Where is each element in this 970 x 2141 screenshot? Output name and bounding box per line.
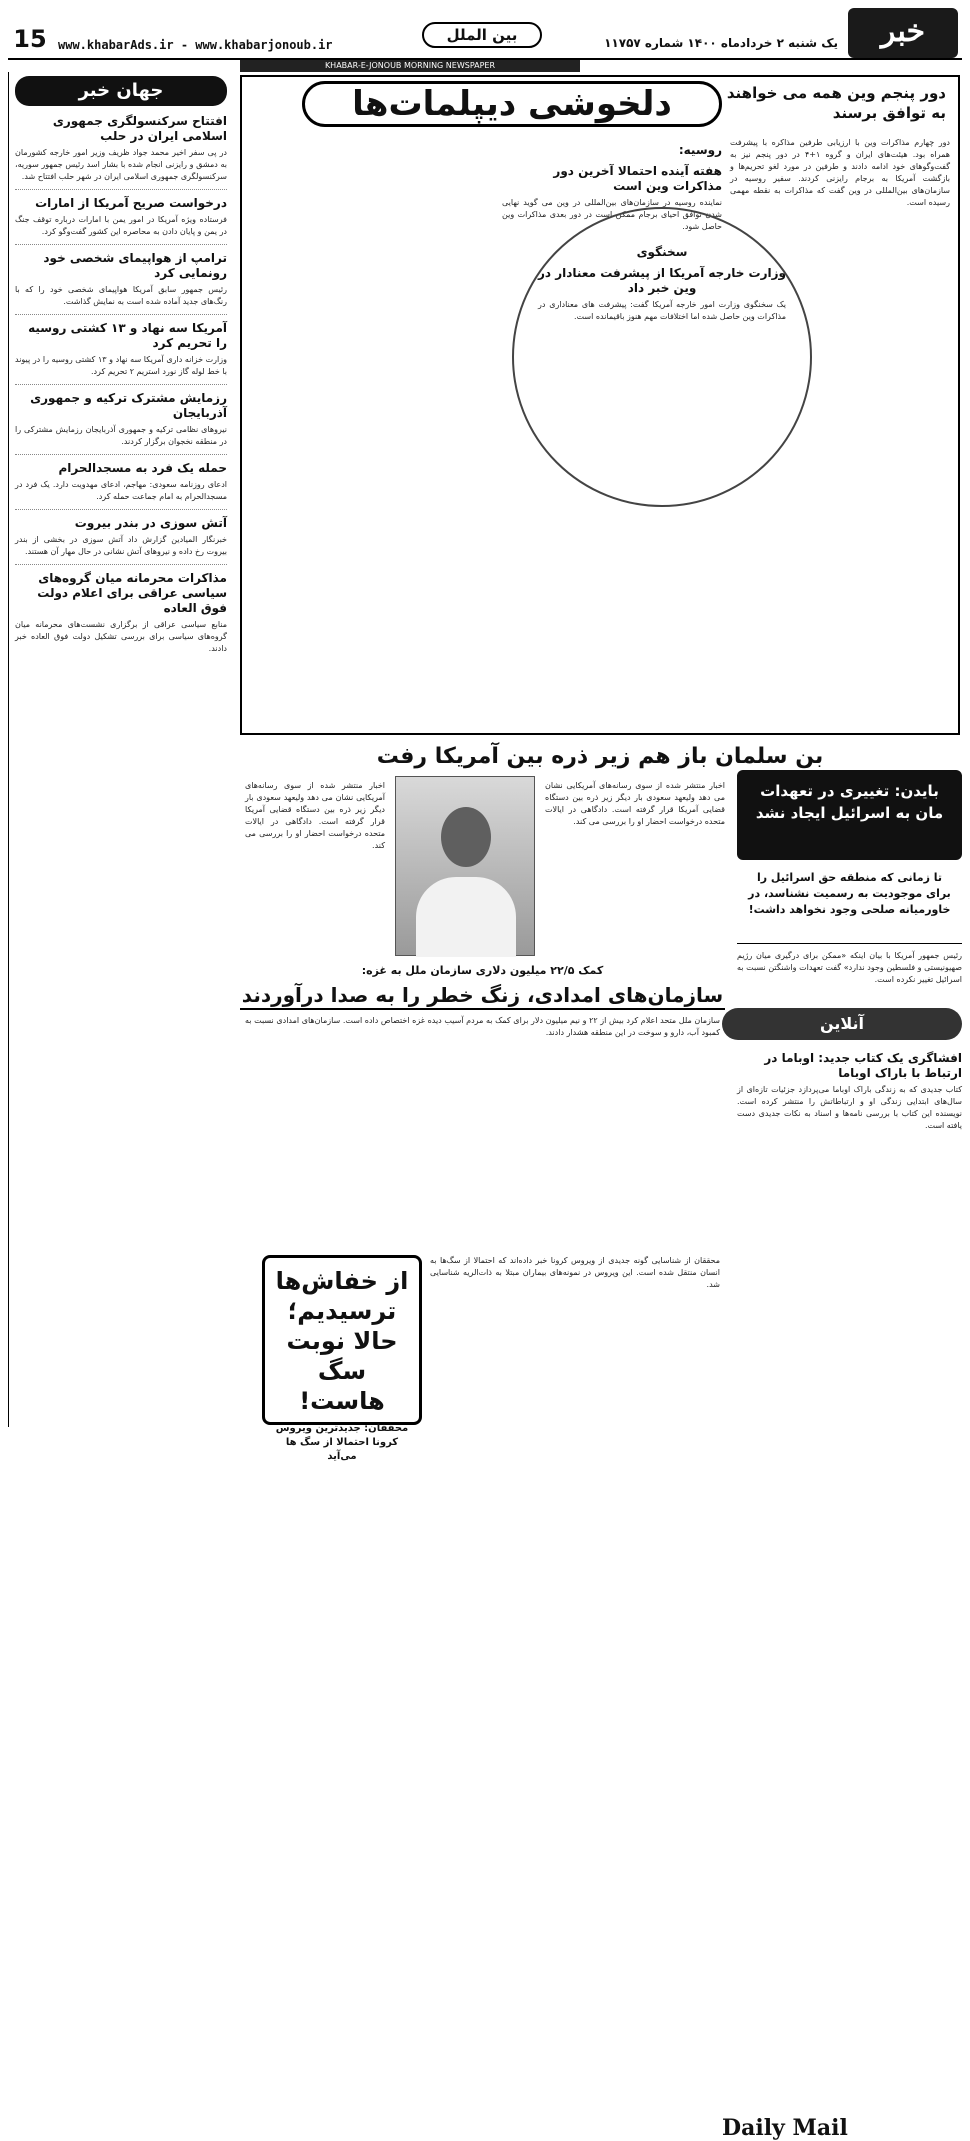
world-item-title[interactable]: حمله یک فرد به مسجدالحرام: [58, 461, 227, 475]
world-item-body: رئیس جمهور سابق آمریکا هواپیمای شخصی خود را که با رنگ‌های جدید آماده شده است به نمایش گذاشت.: [15, 285, 227, 306]
relief-title[interactable]: سازمان‌های امدادی، زنگ خطر را به صدا درآوردند: [240, 982, 725, 1010]
lead-body-right: دور چهارم مذاکرات وین با ارزیابی طرفین مذاکره با پیشرفت همراه بود. هیئت‌های ایران و گروه ۱+۴ در دور پنجم نیز به گفت‌وگوهای خود ادامه دادند و طرفین در مورد لغو تحریم‌ها و بازگشت آمریکا به برجام رایزنی کردند. سفیر روسیه در سازمان‌های بین‌المللی در وین گفت که مذاکرات به نقطه مهمی رسیده است.: [730, 138, 950, 207]
bat-body: محققان از شناسایی گونه جدیدی از ویروس کرونا خبر داده‌اند که احتمالا از سگ‌ها به انسان منتقل شده است. این ویروس در نمونه‌های بیماران مبتلا به ذات‌الریه شناسایی شد.: [430, 1256, 720, 1289]
world-section-header: جهان خبر: [15, 76, 227, 106]
newspaper-logo: خبر: [848, 8, 958, 58]
divider: [15, 384, 227, 385]
bin-salman-photo: [395, 776, 535, 956]
spokesman-head: سخنگوی: [636, 245, 688, 259]
photo-figure-face: [441, 807, 491, 867]
world-item-title[interactable]: افتتاح سرکنسولگری جمهوری اسلامی ایران در حلب: [52, 114, 227, 143]
divider: [15, 509, 227, 510]
lead-story: [240, 75, 960, 735]
section-title: بین الملل: [422, 22, 542, 48]
issue-line: یک شنبه ۲ خردادماه ۱۴۰۰ شماره ۱۱۷۵۷: [604, 36, 838, 50]
website-link[interactable]: www.khabarAds.ir - www.khabarjonoub.ir: [58, 38, 333, 52]
bat-title[interactable]: از خفاش‌ها ترسیدیم؛ حالا نوبت سگ هاست!: [275, 1267, 409, 1415]
world-item-title[interactable]: ترامپ از هواپیمای شخصی خود رونمایی کرد: [43, 251, 227, 280]
spokesman-circle: [512, 207, 812, 507]
russia-head: روسیه:: [678, 143, 722, 157]
world-item-body: خبرنگار المیادین گزارش داد آتش سوزی در بخشی از بندر بیروت رخ داده و نیروهای آتش نشانی در حال مهار آن هستند.: [15, 535, 227, 556]
online-article: [722, 1045, 962, 2141]
world-item-title[interactable]: درخواست صریح آمریکا از امارات: [35, 196, 227, 210]
world-item-title[interactable]: آمریکا سه نهاد و ۱۳ کشتی روسیه را تحریم کرد: [28, 321, 227, 350]
daily-mail-logo: Daily Mail: [722, 2115, 848, 2141]
world-item-title[interactable]: مذاکرات محرمانه میان گروه‌های سیاسی عراقی برای اعلام دولت فوق العاده: [37, 571, 227, 615]
world-item-body: فرستاده ویژه آمریکا در امور یمن با امارات درباره توقف جنگ در یمن و پایان دادن به محاصره این کشور گفت‌وگو کرد.: [15, 215, 227, 236]
world-item-body: نیروهای نظامی ترکیه و جمهوری آذربایجان رزمایش مشترکی را در منطقه نخجوان برگزار کردند.: [15, 425, 227, 446]
online-header: آنلاین: [722, 1008, 962, 1040]
lead-title[interactable]: دلخوشی دیپلمات‌ها: [302, 81, 722, 127]
divider: [15, 454, 227, 455]
russia-body: نماینده روسیه در سازمان‌های بین‌المللی در وین می گوید نهایی شدن توافق احیای برجام ممکن است در دور بعدی مذاکرات وین حاصل شود.: [502, 198, 722, 231]
relief-body: سازمان ملل متحد اعلام کرد بیش از ۲۲ و نیم میلیون دلار برای کمک به مردم آسیب دیده غزه اختصاص داده است. سازمان‌های امدادی نسبت به کمبود آب، دارو و سوخت در این منطقه هشدار دادند.: [245, 1016, 721, 1037]
spokesman-title[interactable]: وزارت خارجه آمریکا از پیشرفت معنادار در وین خبر داد: [537, 266, 786, 295]
divider: [15, 564, 227, 565]
bin-salman-title[interactable]: بن سلمان باز هم زیر ذره بین آمریکا رفت: [376, 744, 824, 769]
world-item-body: در پی سفر اخیر محمد جواد ظریف وزیر امور خارجه کشورمان به دمشق و رایزنی انجام شده با بشار اسد رئیس جمهور سوریه، سرکنسولگری جمهوری اسلامی ایران در شهر حلب افتتاح شد.: [15, 148, 227, 181]
biden-title[interactable]: بایدن: تغییری در تعهدات مان به اسرائیل ایجاد نشد: [737, 770, 962, 860]
world-item-body: وزارت خزانه داری آمریکا سه نهاد و ۱۳ کشتی روسیه را در پیوند با خط لوله گاز نورد استریم ۲ تحریم کرد.: [15, 355, 227, 376]
world-item-title[interactable]: آتش سوزی در بندر بیروت: [74, 516, 227, 530]
biden-body: رئیس جمهور آمریکا با بیان اینکه «ممکن برای درگیری میان رژیم صهیونیستی و فلسطین وجود ندارد» گفت تعهدات واشنگتن نسبت به اسرائیل تغییر نکرده است.: [737, 951, 962, 984]
divider: [15, 314, 227, 315]
masthead: [8, 8, 962, 60]
relief-kicker: کمک ۲۲/۵ میلیون دلاری سازمان ملل به غزه:: [361, 964, 604, 977]
world-item-title[interactable]: رزمایش مشترک ترکیه و جمهوری آذربایجان: [30, 391, 227, 420]
biden-subtitle: تا زمانی که منطقه حق اسرائیل را برای موجودیت به رسمیت نشناسد، در خاورمیانه صلحی وجود نخواهد داشت!: [737, 864, 962, 944]
world-item-body: منابع سیاسی عراقی از برگزاری نشست‌های محرمانه میان گروه‌های سیاسی برای بررسی تشکیل دولت فوق العاده خبر دادند.: [15, 620, 227, 653]
world-item-body: ادعای روزنامه سعودی: مهاجم، ادعای مهدویت دارد. یک فرد در مسجدالحرام به امام جماعت حمله کرد.: [15, 480, 227, 501]
spokesman-body: یک سخنگوی وزارت امور خارجه آمریکا گفت: پیشرفت های معناداری در مذاکرات وین حاصل شده اما اختلافات مهم هنوز باقیمانده است.: [538, 300, 786, 321]
bin-salman-body-2: اخبار منتشر شده از سوی رسانه‌های آمریکایی نشان می دهد ولیعهد سعودی بار دیگر زیر ذره بین دستگاه قضایی آمریکا قرار گرفته است. دادگاهی در ایالات متحده درخواست احضار او را بررسی می کند.: [245, 781, 385, 850]
bin-salman-body: اخبار منتشر شده از سوی رسانه‌های آمریکایی نشان می دهد ولیعهد سعودی بار دیگر زیر ذره بین دستگاه قضایی آمریکا قرار گرفته است. دادگاهی در ایالات متحده درخواست احضار او را بررسی می کند.: [545, 781, 725, 826]
bat-box: [262, 1255, 422, 1462]
online-body: کتاب جدیدی که به زندگی باراک اوباما می‌پردازد جزئیات تازه‌ای از سال‌های ابتدایی زندگی او و ارتباطاتش را منتشر کرده است. نویسنده این کتاب با بررسی نامه‌ها و اسناد به نکات جدیدی دست یافته است.: [737, 1085, 962, 1130]
divider: [15, 189, 227, 190]
russia-title[interactable]: هفته آینده احتمالا آخرین دور مذاکرات وین است: [553, 164, 722, 193]
page-number: 15: [13, 25, 47, 53]
photo-figure-body: [416, 877, 516, 957]
english-subtitle: KHABAR-E-JONOUB MORNING NEWSPAPER: [240, 60, 580, 72]
world-news-column: [8, 72, 233, 1427]
lead-kicker: دور پنجم وین همه می خواهند به توافق برسند: [726, 84, 946, 122]
divider: [15, 244, 227, 245]
online-title[interactable]: افشاگری یک کتاب جدید: اوباما در ارتباط با باراک اوباما: [764, 1051, 962, 1080]
bat-subtitle: محققان: جدیدترین ویروس کرونا احتمالا از سگ ها می‌آید: [275, 1423, 409, 1462]
